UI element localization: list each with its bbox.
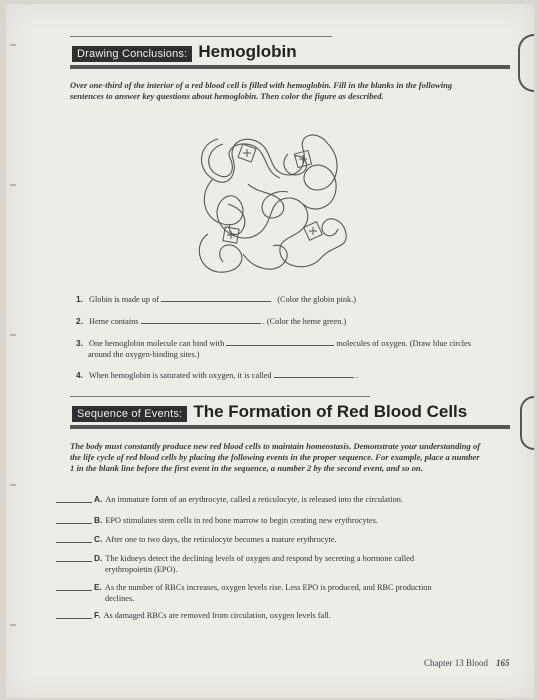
section2-top-rule bbox=[70, 396, 370, 397]
event-e bbox=[56, 582, 516, 606]
sequence-blank[interactable] bbox=[56, 502, 92, 503]
intro-line: the life cycle of red blood cells by placing the following events in the proper sequence. For example, place a number bbox=[70, 452, 480, 462]
question-3 bbox=[76, 338, 526, 360]
page-footer bbox=[424, 658, 510, 668]
answer-blank[interactable] bbox=[161, 294, 271, 302]
binder-mark bbox=[10, 334, 16, 336]
event-c bbox=[56, 534, 516, 546]
section2-title: The Formation of Red Blood Cells bbox=[193, 402, 468, 421]
sequence-blank[interactable] bbox=[56, 561, 92, 562]
event-letter: E. bbox=[94, 582, 102, 592]
event-continuation: erythropoietin (EPO). bbox=[105, 565, 178, 574]
question-number: 2. bbox=[76, 316, 83, 326]
question-2 bbox=[76, 316, 516, 327]
section1-tag: Drawing Conclusions: bbox=[72, 46, 192, 62]
binder-mark bbox=[10, 484, 16, 486]
question-text: Globin is made up of bbox=[89, 295, 160, 304]
event-text: After one to two days, the reticulocyte becomes a mature erythrocyte. bbox=[105, 535, 337, 544]
section1-intro bbox=[70, 80, 510, 102]
sequence-blank[interactable] bbox=[56, 618, 92, 619]
question-number: 1. bbox=[76, 294, 83, 304]
intro-line: The body must constantly produce new red blood cells to maintain homeostasis. Demonstrate your understanding of bbox=[70, 441, 481, 451]
event-continuation: declines. bbox=[105, 594, 135, 603]
event-text: As the number of RBCs increases, oxygen levels rise. Less EPO is produced, and RBC production bbox=[104, 583, 432, 592]
event-letter: A. bbox=[94, 494, 103, 504]
answer-blank[interactable] bbox=[226, 338, 334, 346]
question-text: Heme contains bbox=[89, 317, 139, 326]
section2-header bbox=[72, 402, 467, 422]
section2-rule bbox=[70, 425, 510, 429]
section1-title: Hemoglobin bbox=[198, 42, 297, 61]
section1-header bbox=[72, 42, 297, 62]
question-instruction: (Color the globin pink.) bbox=[277, 295, 357, 304]
question-instruction: . (Color the heme green.) bbox=[262, 317, 347, 326]
event-text: The kidneys detect the declining levels of oxygen and respond by secreting a hormone called bbox=[105, 554, 415, 563]
event-text: An immature form of an erythrocyte, called a reticulocyte, is released into the circulation. bbox=[105, 495, 403, 504]
hemoglobin-illustration bbox=[188, 124, 358, 284]
worksheet-page bbox=[6, 4, 534, 698]
question-4 bbox=[76, 370, 516, 381]
event-letter: B. bbox=[94, 515, 103, 525]
event-d bbox=[56, 553, 516, 577]
intro-line: sentences to answer key questions about hemoglobin. Then color the figure as described. bbox=[70, 91, 384, 101]
binder-mark bbox=[10, 44, 16, 46]
question-number: 4. bbox=[76, 370, 83, 380]
event-text: As damaged RBCs are removed from circulation, oxygen levels fall. bbox=[103, 611, 331, 620]
question-instruction: molecules of oxygen. (Draw blue circles bbox=[336, 339, 471, 348]
event-a bbox=[56, 494, 516, 506]
question-punctuation: . bbox=[355, 371, 358, 380]
intro-line: Over one-third of the interior of a red blood cell is filled with hemoglobin. Fill in the blanks in the following bbox=[70, 80, 453, 90]
sequence-blank[interactable] bbox=[56, 542, 92, 543]
event-letter: C. bbox=[94, 534, 103, 544]
chapter-label: Chapter 13 Blood bbox=[424, 658, 488, 668]
question-1 bbox=[76, 294, 516, 305]
section2-intro bbox=[70, 441, 520, 474]
binder-mark bbox=[10, 184, 16, 186]
answer-blank[interactable] bbox=[274, 370, 354, 378]
section2-tag: Sequence of Events: bbox=[72, 406, 187, 422]
top-rule bbox=[70, 36, 332, 37]
binder-mark bbox=[10, 624, 16, 626]
event-letter: D. bbox=[94, 553, 103, 563]
question-continuation: around the oxygen-binding sites.) bbox=[88, 350, 200, 359]
event-text: EPO stimulates stem cells in red bone marrow to begin creating new erythrocytes. bbox=[105, 516, 378, 525]
event-f bbox=[56, 610, 516, 622]
question-text: One hemoglobin molecule can bind with bbox=[89, 339, 225, 348]
question-text: When hemoglobin is saturated with oxygen, it is called bbox=[88, 371, 272, 380]
section1-rule bbox=[70, 65, 510, 69]
event-letter: F. bbox=[94, 610, 101, 620]
page-number: 165 bbox=[496, 658, 510, 668]
answer-blank[interactable] bbox=[141, 316, 261, 324]
page-curl-decoration bbox=[520, 396, 534, 450]
page-curl-decoration bbox=[518, 34, 534, 92]
event-b bbox=[56, 515, 516, 527]
intro-line: 1 in the blank line before the first event in the sequence, a number 2 by the second event, and so on. bbox=[70, 463, 423, 473]
sequence-blank[interactable] bbox=[56, 523, 92, 524]
question-number: 3. bbox=[76, 338, 83, 348]
sequence-blank[interactable] bbox=[56, 590, 92, 591]
